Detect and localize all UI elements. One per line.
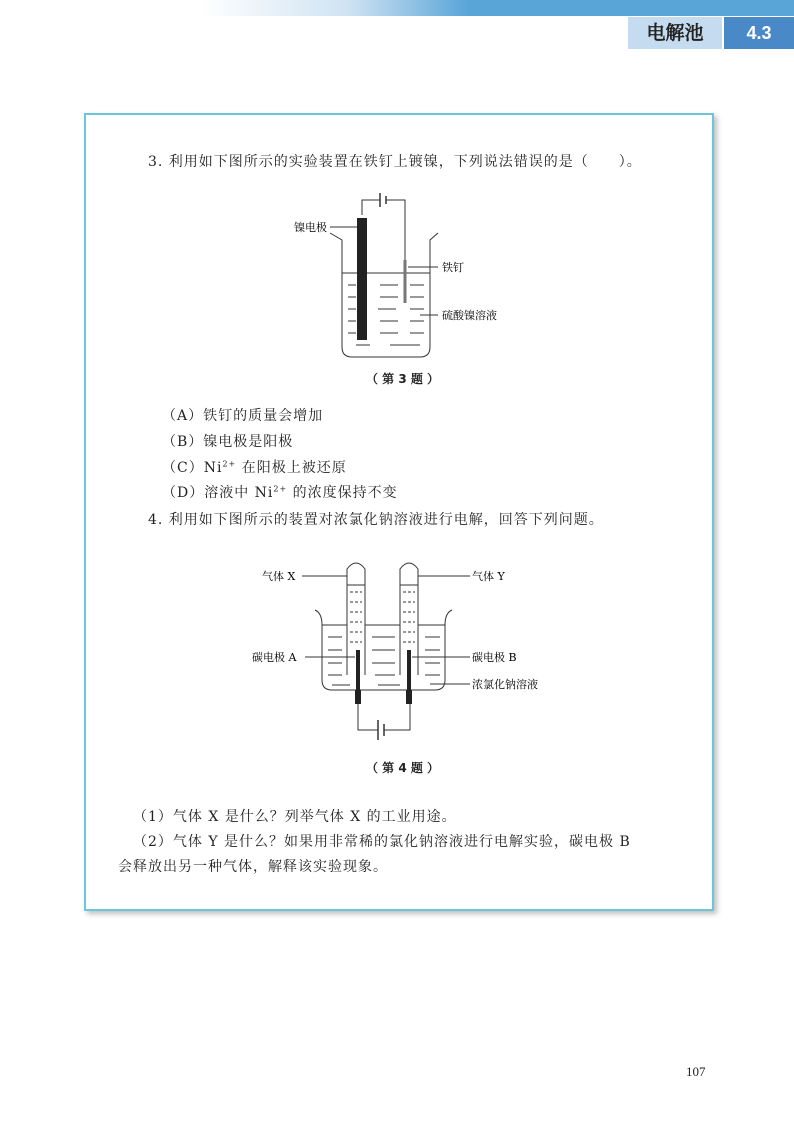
chapter-title: 电解池 xyxy=(628,17,722,49)
figure-4-electrolysis-apparatus xyxy=(250,555,550,755)
option-label: （D） xyxy=(162,485,205,501)
option-formula: Ni xyxy=(203,460,223,476)
option-text: 镍电极是阳极 xyxy=(203,434,294,450)
label-iron-nail: 铁钉 xyxy=(442,261,464,274)
figure-3-caption: （ 第 3 题 ） xyxy=(366,372,440,386)
carbon-electrode-b xyxy=(407,650,411,692)
label-solution: 浓氯化钠溶液 xyxy=(472,678,538,691)
option-b[interactable] xyxy=(162,431,293,451)
page-number: 107 xyxy=(686,1064,706,1079)
option-d[interactable] xyxy=(162,482,398,502)
figure-4-caption: （ 第 4 题 ） xyxy=(366,761,440,775)
header-gradient-bar xyxy=(200,0,794,16)
option-charge: 2+ xyxy=(222,459,237,469)
section-number: 4.3 xyxy=(724,17,794,49)
label-electrode-a: 碳电极 A xyxy=(252,651,297,664)
option-label: （C） xyxy=(162,460,204,476)
option-text: 的浓度保持不变 xyxy=(287,485,398,501)
nickel-electrode xyxy=(357,218,367,340)
sub-question-1: （1）气体 X 是什么？列举气体 X 的工业用途。 xyxy=(133,809,457,825)
figure-3-nickel-plating-apparatus xyxy=(280,185,520,365)
label-gas-y: 气体 Y xyxy=(472,570,505,583)
option-text: 在阳极上被还原 xyxy=(236,460,347,476)
option-c[interactable] xyxy=(162,457,347,477)
label-nickel-electrode: 镍电极 xyxy=(294,221,327,234)
label-solution: 硫酸镍溶液 xyxy=(442,309,497,322)
label-electrode-b: 碳电极 B xyxy=(472,651,517,664)
question-4-stem: 4. 利用如下图所示的装置对浓氯化钠溶液进行电解，回答下列问题。 xyxy=(148,512,604,528)
option-a[interactable] xyxy=(162,405,323,425)
option-formula: 溶液中 Ni xyxy=(204,485,274,501)
option-label: （A） xyxy=(162,408,204,424)
option-label: （B） xyxy=(162,434,204,450)
option-text: 铁钉的质量会增加 xyxy=(203,408,324,424)
carbon-electrode-a xyxy=(356,650,360,692)
question-3-stem: 3. 利用如下图所示的实验装置在铁钉上镀镍，下列说法错误的是（ ）。 xyxy=(148,154,642,170)
label-gas-x: 气体 X xyxy=(262,570,296,583)
sub-question-2: （2）气体 Y 是什么？如果用非常稀的氯化钠溶液进行电解实验，碳电极 B xyxy=(133,834,631,850)
sub-question-2-continued: 会释放出另一种气体，解释该实验现象。 xyxy=(118,859,388,875)
option-charge: 2+ xyxy=(273,484,288,494)
